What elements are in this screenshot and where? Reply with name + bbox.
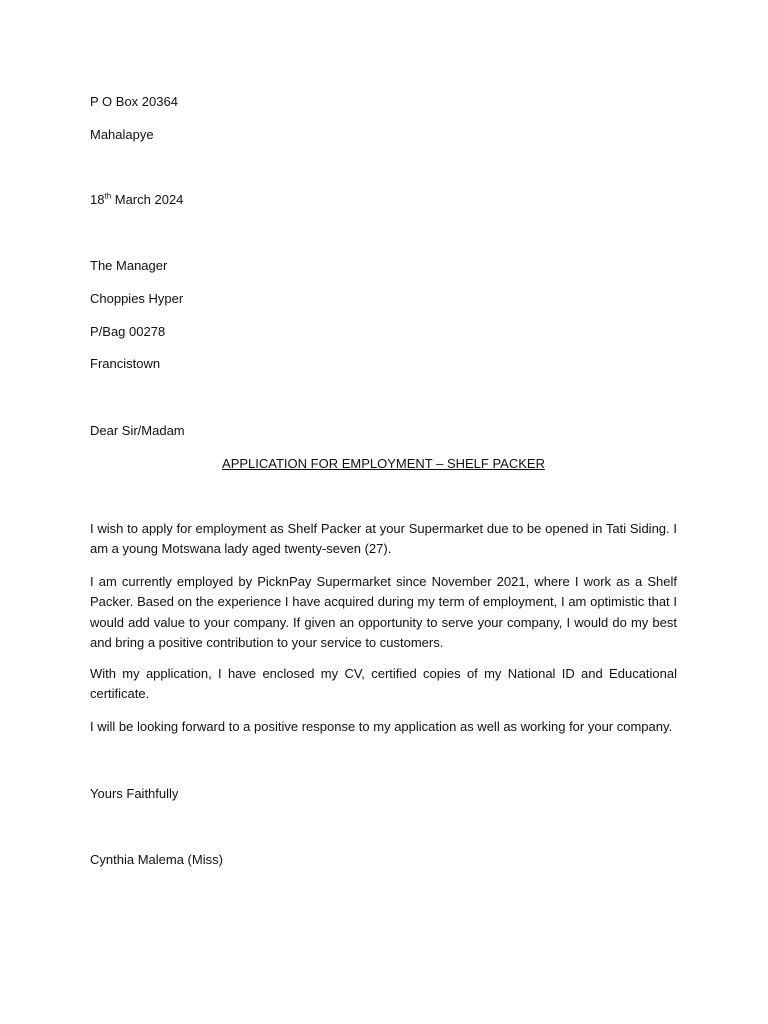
recipient-title: The Manager [90, 258, 168, 273]
letter-date [90, 192, 183, 208]
body-paragraph-2: I am currently employed by PicknPay Supermarket since November 2021, where I work as a Shelf Packer. Based on the experience I have acquired during my term of employment, I am optimistic that I would add value to your company. If given an opportunity to serve your company, I would do my best and bring a positive contribution to your service to customers. [90, 574, 677, 650]
sender-address-line1: P O Box 20364 [90, 94, 178, 109]
subject-line: APPLICATION FOR EMPLOYMENT – SHELF PACKER [222, 456, 545, 471]
recipient-address-line1: P/Bag 00278 [90, 324, 166, 339]
salutation: Dear Sir/Madam [90, 423, 185, 438]
date-day: 18 [90, 192, 105, 207]
recipient-company: Choppies Hyper [90, 291, 184, 306]
body-paragraph-1: I wish to apply for employment as Shelf Packer at your Supermarket due to be opened in Tati Siding. I am a young Motswana lady aged twenty-seven (27). [90, 521, 677, 557]
date-rest: March 2024 [111, 192, 184, 207]
closing: Yours Faithfully [90, 786, 179, 801]
recipient-address-line2: Francistown [90, 356, 161, 371]
sender-address-line2: Mahalapye [90, 127, 154, 142]
body-paragraph-4: I will be looking forward to a positive response to my application as well as working for your company. [90, 719, 673, 734]
date-day-suffix: th [104, 191, 112, 201]
body-paragraph-3: With my application, I have enclosed my CV, certified copies of my National ID and Educational certificate. [90, 666, 677, 702]
signature-name: Cynthia Malema (Miss) [90, 852, 223, 867]
